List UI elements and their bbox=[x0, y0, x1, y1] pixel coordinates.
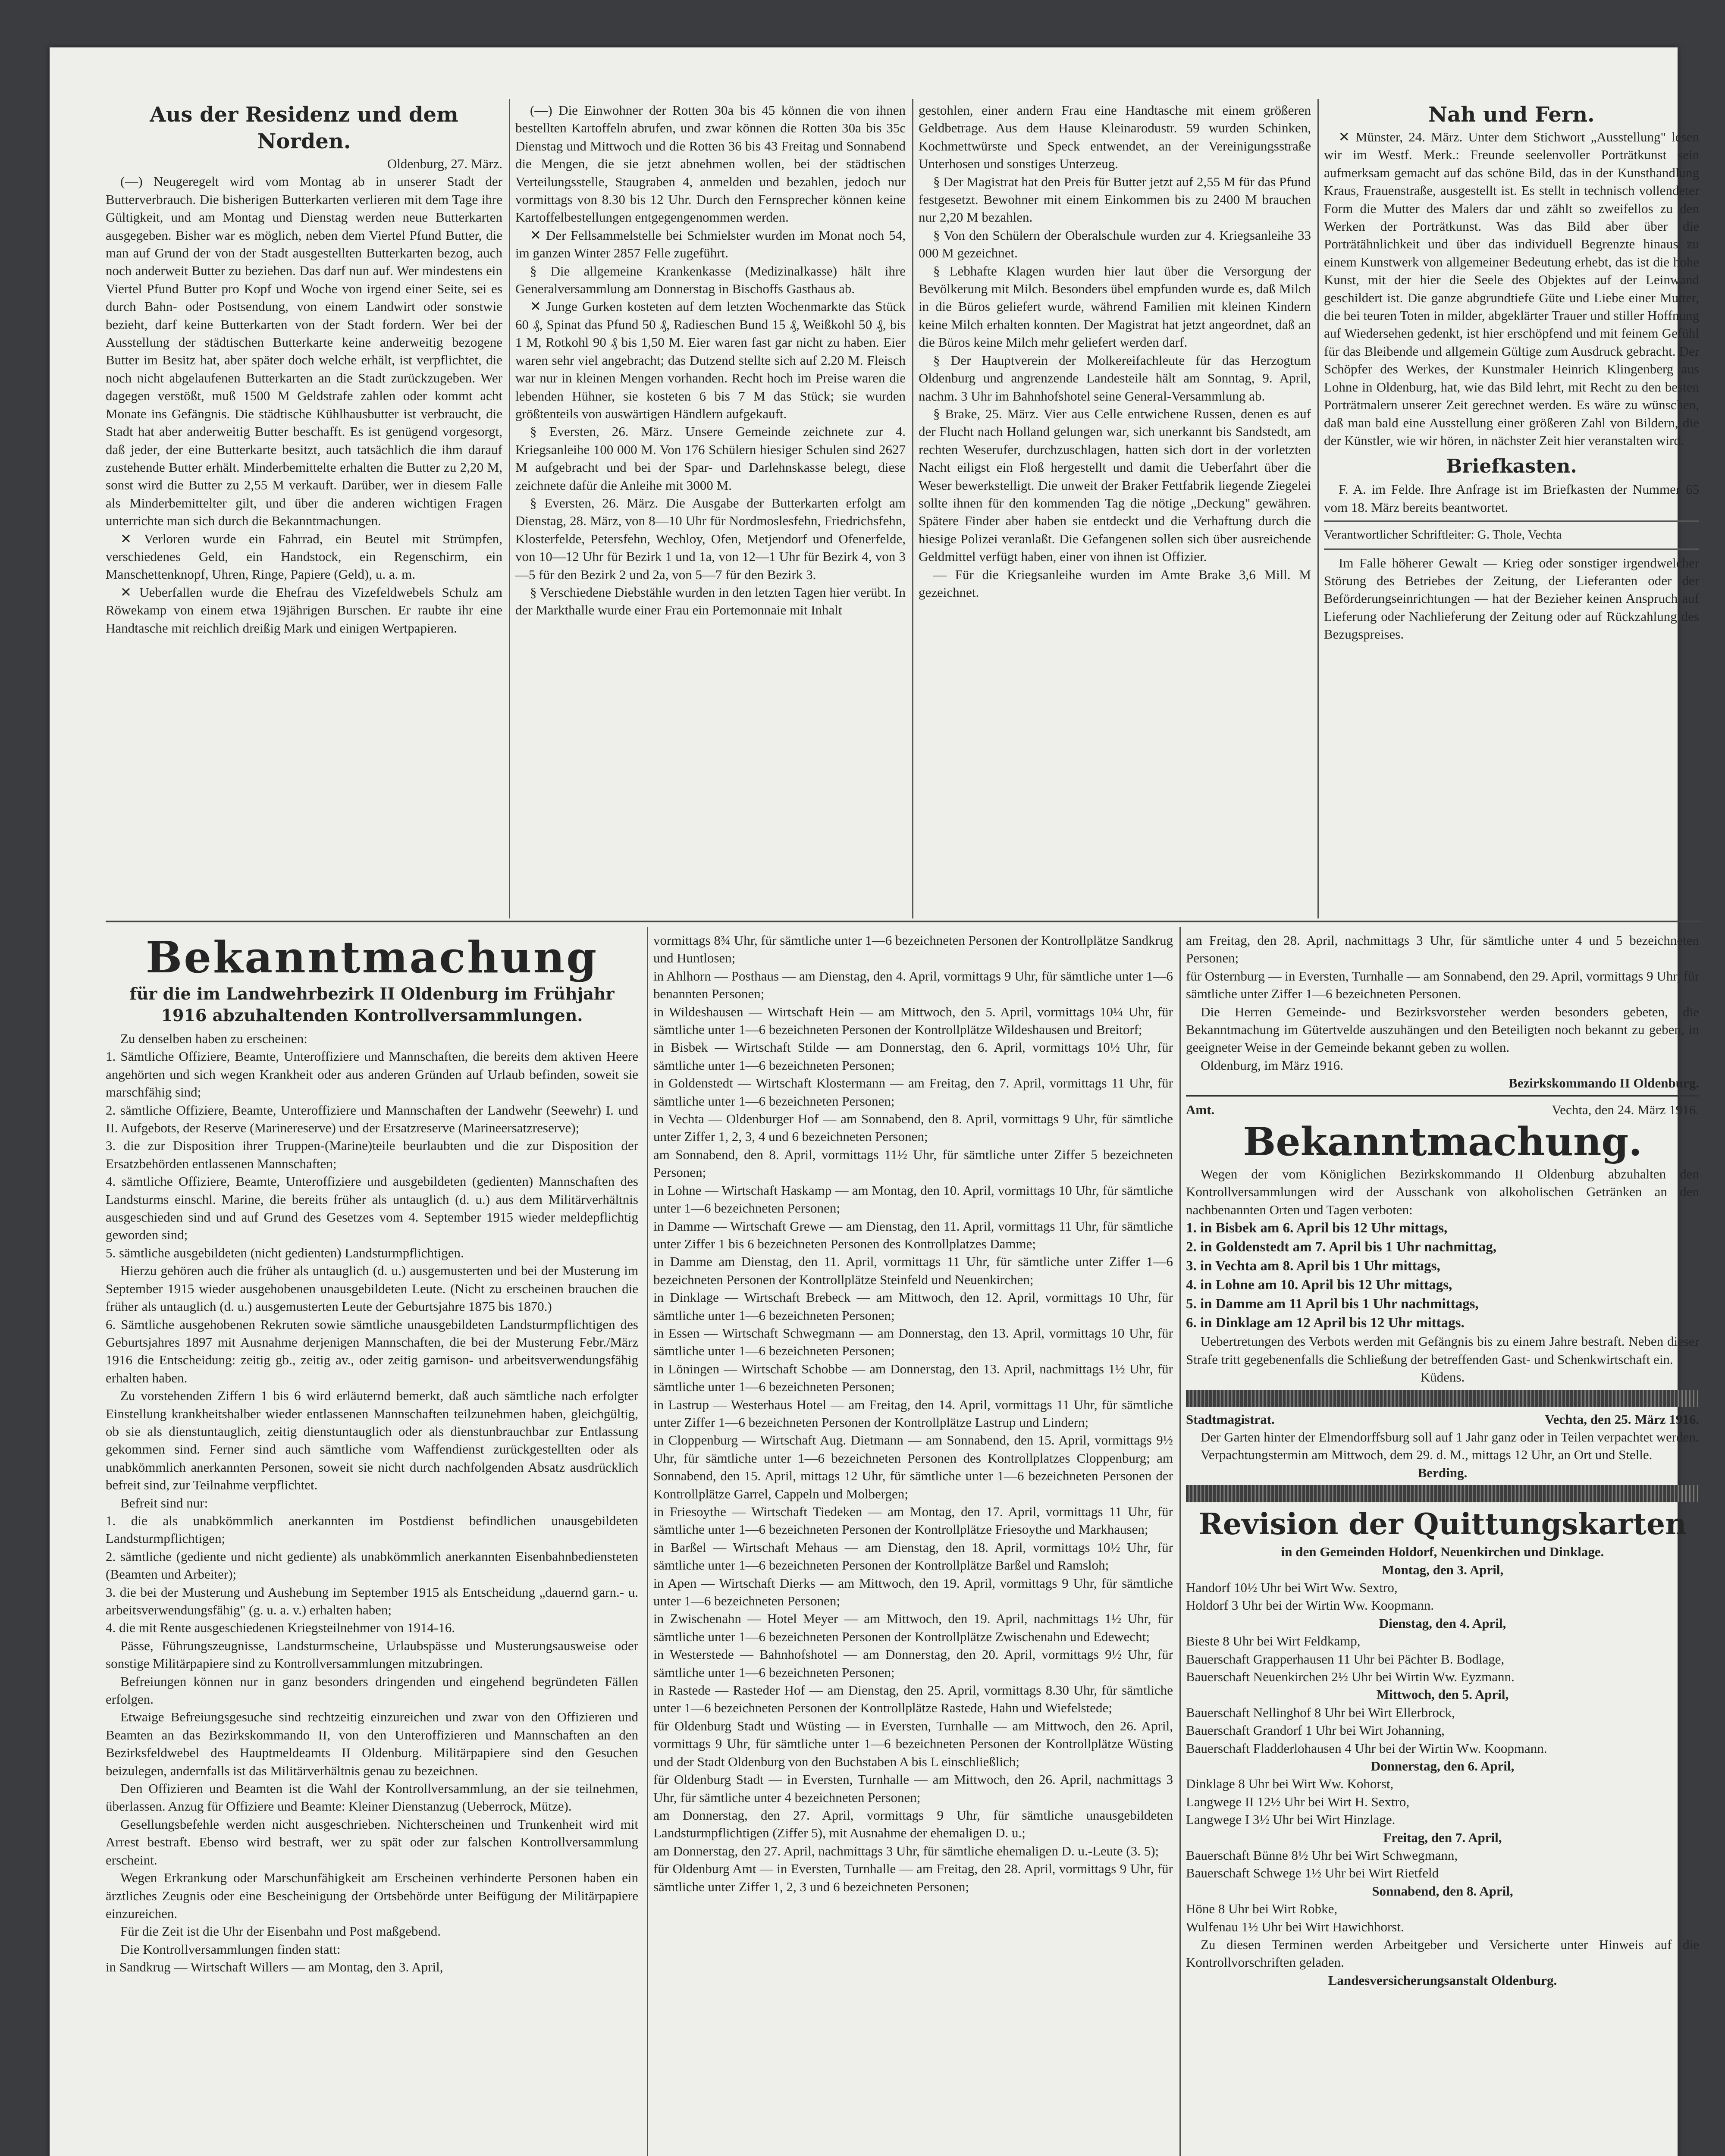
schedule-entry: am Donnerstag, den 27. April, nachmittags 3 Uhr, für sämtliche ehemaligen D. u.-Leute (3. 5); bbox=[653, 1843, 1159, 1858]
notice-signature: Bezirkskommando II Oldenburg. bbox=[1509, 1075, 1699, 1091]
schedule-entry: für Oldenburg Stadt — in Eversten, Turnhalle — am Mittwoch, den 26. April, nachmittags 3 Uhr, für sämtliche unter 4 bezeichneten Personen; bbox=[653, 1772, 1173, 1805]
quittung-line: Bauerschaft Grapperhausen 11 Uhr bei Pächter B. Bodlage, bbox=[1186, 1651, 1505, 1667]
quittung-day: Donnerstag, den 6. April, bbox=[1371, 1758, 1515, 1774]
ban-item: 6. in Dinklage am 12 April bis 12 Uhr mittags. bbox=[1186, 1315, 1465, 1331]
quittung-line: Langwege II 12½ Uhr bei Wirt H. Sextro, bbox=[1186, 1794, 1410, 1809]
notice-offiziere: Den Offizieren und Beamten ist die Wahl der Kontrollversammlung, an der sie teilnehmen, überlassen. Anzug für Offiziere und Beamte: Kleiner Dienstanzug (Ueberrock, Mütze). bbox=[106, 1781, 638, 1814]
notice-exempt: 4. die mit Rente ausgeschiedenen Kriegsteilnehmer von 1914-16. bbox=[106, 1620, 455, 1636]
schedule-entry: in Zwischenahn — Hotel Meyer — am Mittwoch, den 19. April, nachmittags 1½ Uhr, für sämtliche unter 1—6 bezeichneten Personen der Kontrollplätze Zwischenahn und Edewecht; bbox=[653, 1611, 1173, 1644]
article-market: ✕ Junge Gurken kosteten auf dem letzten Wochenmarkte das Stück 60 ₰, Spinat das Pfund 50 ₰, Radieschen Bund 15 ₰, Weißkohl 50 ₰, bis 1 M, Rotkohl 90 ₰ bis 1,50 M. Eier waren fast gar nicht zu haben. Eier waren sehr viel angebracht; das Dutzend stellte sich auf 2.20 M. Fleisch war nur in kleinen Mengen vorhanden. Recht hoch im Preise waren die lebenden Hühner, sie kosteten 6 bis 7 M das Stück; sie wurden größtenteils von auswärtigen Händlern aufgekauft. bbox=[515, 299, 906, 421]
notice-herren: Die Herren Gemeinde- und Bezirksvorsteher werden besonders gebeten, die Bekanntmachung im Gütertvelde auszuhängen und den Beteiligten noch bekannt zu geben, in geeigneter Weise in der Gemeinde bekannt geben zu wollen. bbox=[1186, 1004, 1699, 1055]
schedule-entry: in Rastede — Rasteder Hof — am Dienstag, den 25. April, vormittags 8.30 Uhr, für sämtliche unter 1—6 bezeichneten Personen der Kontrollplätze Rastede, Hahn und Wiefelstede; bbox=[653, 1683, 1173, 1716]
article-krankenkasse: § Die allgemeine Krankenkasse (Medizinalkasse) hält ihre Generalversammlung am Donnerstag in Bischoffs Gasthaus ab. bbox=[515, 263, 906, 297]
garden-right: Vechta, den 25. März 1916. bbox=[1545, 1411, 1699, 1427]
quittung-day: Freitag, den 7. April, bbox=[1383, 1830, 1502, 1845]
schedule-entry: in Essen — Wirtschaft Schwegmann — am Donnerstag, den 13. April, vormittags 10 Uhr, für sämtliche unter 1—6 bezeichneten Personen; bbox=[653, 1325, 1173, 1359]
ban-item: 4. in Lohne am 10. April bis 12 Uhr mittags, bbox=[1186, 1277, 1452, 1293]
schedule-entry: in Barßel — Wirtschaft Mehaus — am Dienstag, den 18. April, vormittags 10½ Uhr, für sämtliche unter 1—6 bezeichneten Personen der Kontrollplätze Barßel und Ramsloh; bbox=[653, 1539, 1173, 1573]
notice-hierzu: Hierzu gehören auch die früher als untauglich (d. u.) ausgemusterten und bei der Musterung im September 1915 wieder ausgehobenen unausgebildeten Leute. (Nicht zu erscheinen brauchen die früher als untauglich (d. u.) ausgemusterten Leute der Geburtsjahre 1875 bis 1870.) bbox=[106, 1263, 638, 1314]
notice-item: 1. Sämtliche Offiziere, Beamte, Unteroffiziere und Mannschaften, die bereits dem aktiven Heere angehörten und sich wegen Krankheit oder aus anderen Gründen auf Urlaub befinden, soweit sie marschfähig sind; bbox=[106, 1049, 638, 1100]
notice-etwaige: Etwaige Befreiungsgesuche sind rechtzeitig einzureichen und zwar von den Offizieren und Beamten an das Bezirkskommando II, von den Unteroffizieren und Mannschaften an den Bezirksfeldwebel des Hauptmeldeamts II Oldenburg. Militärpapiere sind den Gesuchen beizulegen, andernfalls ist das Militärverhältnis genau zu bezeichnen. bbox=[106, 1709, 638, 1778]
notice-title: Bekanntmachung bbox=[145, 932, 599, 983]
quittung-subtitle: in den Gemeinden Holdorf, Neuenkirchen und Dinklage. bbox=[1281, 1544, 1604, 1560]
ban-item: 3. in Vechta am 8. April bis 1 Uhr mittags, bbox=[1186, 1258, 1440, 1274]
garden-left: Stadtmagistrat. bbox=[1186, 1411, 1275, 1427]
divider-bar bbox=[1186, 1485, 1699, 1502]
article-butter: (—) Neugeregelt wird vom Montag ab in unserer Stadt der Butterverbrauch. Die bisherigen Butterkarten verlieren mit dem Tage ihre Gültigkeit, und am Montag und Dienstag werden neue Butterkarten ausgegeben. Bisher war es möglich, neben dem Viertel Pfund Butter, die man auf Grund der von der Stadt ausgestellten Butterkarten bezog, auch noch anderweit Butter zu beziehen. Das darf nun auf. Wer mindestens ein Viertel Pfund Butter pro Kopf und Woche von irgend einer Seite, sei es durch Bahn- oder Postsendung, von einem Landwirt oder sonstwie bezieht, darf keine Butterkarten von der Stadt fordern. Wer bei der Ausstellung der städtischen Butterkarte keine anderweitig bezogene Butter im Besitz hat, aber später doch welche erhält, ist verpflichtet, die noch nicht abgelaufenen Butterkarten an die Stadt zurückzugeben. Wer dagegen verstößt, muß 1500 M Geldstrafe zahlen oder kommt acht Monate ins Gefängnis. Die städtische Kühlhausbutter ist verbraucht, die Stadt hat aber anderweitig Butter beschafft. Es ist genügend vorgesorgt, daß jeder, der eine Butterkarte besitzt, auch tatsächlich die ihm darauf zustehende Butter erhält. Minderbemittelte erhalten die Butter zu 2,20 M, sonst wird die Butter zu 2,55 M verkauft. Darüber, wer in diesem Falle als Minderbemittelter gilt, und über die anderen wichtigen Fragen unterrichte man sich durch die Bekanntmachungen. bbox=[106, 174, 502, 529]
ban-item: 2. in Goldenstedt am 7. April bis 1 Uhr nachmittag, bbox=[1186, 1239, 1496, 1255]
quittung-line: Dinklage 8 Uhr bei Wirt Ww. Kohorst, bbox=[1186, 1776, 1394, 1792]
notice-date: Oldenburg, im März 1916. bbox=[1201, 1057, 1343, 1073]
quittung-line: Bauerschaft Neuenkirchen 2½ Uhr bei Wirtin Ww. Eyzmann. bbox=[1186, 1669, 1515, 1684]
schedule-entry: in Apen — Wirtschaft Dierks — am Mittwoch, den 19. April, vormittags 9 Uhr, für sämtliche unter 1—6 bezeichneten Personen; bbox=[653, 1575, 1173, 1609]
schedule-entry: für Oldenburg Stadt und Wüsting — in Eversten, Turnhalle — am Mittwoch, den 26. April, vormittags 9 Uhr, für sämtliche unter 1—6 bezeichneten Personen der Kontrollplätze Wüsting und der Stadt Oldenburg von den Buchstaben A bis L einschließlich; bbox=[653, 1718, 1173, 1769]
notice-item: 2. sämtliche Offiziere, Beamte, Unteroffiziere und Mannschaften der Landwehr (Seewehr) I. und II. Aufgebots, der Reserve (Marinereserve) und der Ersatzreserve (Marineersatzreserve); bbox=[106, 1102, 638, 1136]
article-milk: § Lebhafte Klagen wurden hier laut über die Versorgung der Bevölkerung mit Milch. Besonders übel empfunden wurde es, daß Milch in die Büros geliefert wurde, während Familien mit kleinen Kindern keine Milch erhalten konnten. Der Magistrat hat jetzt angeordnet, daß an die Büros keine Milch mehr geliefert werden darf. bbox=[919, 263, 1311, 350]
article-oberalschule: § Von den Schülern der Oberalschule wurden zur 4. Kriegsanleihe 33 000 M gezeichnet. bbox=[919, 227, 1311, 261]
quittung-line: Bauerschaft Fladderlohausen 4 Uhr bei der Wirtin Ww. Koopmann. bbox=[1186, 1740, 1547, 1756]
quittung-day: Sonnabend, den 8. April, bbox=[1372, 1883, 1513, 1899]
notice-sandkrug: in Sandkrug — Wirtschaft Willers — am Montag, den 3. April, bbox=[106, 1959, 443, 1975]
notice-krank: Wegen Erkrankung oder Marschunfähigkeit am Erscheinen verhinderte Personen haben ein ärztliches Zeugnis oder eine Bescheinigung der Ortsbehörde unter Beifügung der Militärpapiere einzureichen. bbox=[106, 1870, 638, 1921]
garden-termin: Verpachtungstermin am Mittwoch, dem 29. d. M., mittags 12 Uhr, an Ort und Stelle. bbox=[1201, 1447, 1653, 1463]
schedule-entry: in Lohne — Wirtschaft Haskamp — am Montag, den 10. April, vormittags 10 Uhr, für sämtliche unter 1—6 bezeichneten Personen; bbox=[653, 1182, 1173, 1216]
notice-amt: Amt. bbox=[1186, 1102, 1215, 1117]
schedule-entry: in Vechta — Oldenburger Hof — am Sonnabend, den 8. April, vormittags 9 Uhr, für sämtliche unter Ziffer 1, 2, 3, 4 und 6 bezeichneten Personen; bbox=[653, 1111, 1173, 1144]
schedule-entry: in Damme am Dienstag, den 11. April, vormittags 11 Uhr, für sämtliche unter Ziffer 1—6 bezeichneten Personen der Kontrollplätze Steinfeld und Neuenkirchen; bbox=[653, 1254, 1173, 1287]
quittung-line: Bauerschaft Nellinghof 8 Uhr bei Wirt Ellerbrock, bbox=[1186, 1705, 1455, 1720]
notice-item: 3. die zur Disposition ihrer Truppen-(Marine)teile beurlaubten und die zur Disposition der Ersatzbehörden entlassenen Mannschaften; bbox=[106, 1138, 638, 1171]
notice-zeit: Für die Zeit ist die Uhr der Eisenbahn und Post maßgebend. bbox=[120, 1924, 441, 1939]
quittung-day: Dienstag, den 4. April, bbox=[1379, 1615, 1506, 1631]
quittung-line: Handorf 10½ Uhr bei Wirt Ww. Sextro, bbox=[1186, 1579, 1398, 1595]
article-muenster: ✕ Münster, 24. März. Unter dem Stichwort „Ausstellung" lesen wir im Westf. Merk.: Freunde seelenvoller Porträtkunst sein aufmerksam gemacht auf das schöne Bild, das in der Kunsthandlung Kraus, Frauenstraße, ausgestellt ist. Es stellt in technisch vollendeter Form die Mutter des Malers dar und zählt so zweifellos zu den Werken der Porträtkunst. Was das Bild aber über die Porträtähnlichkeit und über das individuell Begrenzte hinaus zu einem Kunstwerk von allgemeiner Bedeutung erhebt, das ist die hohe Kunst, mit der hier die Seele des Objektes auf der Leinwand geschildert ist. Die ganze abgrundtiefe Güte und Liebe einer Mutter, die bei teuren Toten in milder, abgeklärter Trauer und stiller Hoffnung auf Wiedersehen gedenkt, ist hier erschöpfend und mit feinem Gefühl für das Bleibende und allgemein Gültige zum Ausdruck gebracht. Der Schöpfer des Werkes, der Kunstmaler Heinrich Klingenberg aus Lohne in Oldenburg, hat, wie das Bild lehrt, mit Recht zu den besten Porträtmalern unserer Zeit gerechnet werden. Es wäre zu wünschen, daß man bald eine Ausstellung einer größeren Zahl von Bildern, die der Künstler, wie wir hören, in nächster Zeit hier veranstalten wird. bbox=[1324, 129, 1699, 448]
notice-vechta-title: Bekanntmachung. bbox=[1243, 1119, 1642, 1165]
mailbox-text: F. A. im Felde. Ihre Anfrage ist im Briefkasten der Nummer 65 vom 18. März bereits beantwortet. bbox=[1324, 482, 1699, 515]
notice-vechta-text: Wegen der vom Königlichen Bezirkskommando II Oldenburg abzuhalten den Kontrollversammlungen wird der Ausschank von alkoholischen Getränken an den nachbenannten Orten und Tagen verboten: bbox=[1186, 1166, 1699, 1217]
notice-cont: am Freitag, den 28. April, nachmittags 3 Uhr, für sämtliche unter 4 und 5 bezeichneten Personen; bbox=[1186, 933, 1699, 966]
article-robbery: ✕ Ueberfallen wurde die Ehefrau des Vizefeldwebels Schulz am Röwekamp von einem etwa 19jährigen Burschen. Er raubte ihr eine Handtasche mit reichlich dreißig Mark und einigen Wertpapieren. bbox=[106, 584, 502, 636]
column-3 bbox=[919, 101, 1311, 601]
schedule-entry: in Ahlhorn — Posthaus — am Dienstag, den 4. April, vormittags 9 Uhr, für sämtliche unter 1—6 benannten Personen; bbox=[653, 968, 1173, 1002]
schedule-entry: in Goldenstedt — Wirtschaft Klostermann — am Freitag, den 7. April, vormittags 11 Uhr, für sämtliche unter 1—6 bezeichneten Personen; bbox=[653, 1075, 1173, 1109]
article-brake: § Brake, 25. März. Vier aus Celle entwichene Russen, denen es auf der Flucht nach Holland gelungen war, sich unerkannt bis Sandstedt, am rechten Weserufer, durchzuschlagen, hatten sich dort in der vorletzten Nacht eiligst ein Floß hergestellt und damit die Ueberfahrt über die Weser bewerkstelligt. Die unweit der Braker Fettfabrik liegende Ziegelei sollte ihnen für den kommenden Tag die nötige „Deckung" gewähren. Spätere Finder aber haben sie entdeckt und die Verhaftung durch die hiesige Polizei veranlaßt. Die Gefangenen sollen sich über ausreichende Geldmittel verfügt haben, einer von ihnen ist Offizier. bbox=[919, 406, 1311, 564]
article-potatoes: (—) Die Einwohner der Rotten 30a bis 45 können die von ihnen bestellten Kartoffeln abrufen, und zwar können die Rotten 30a bis 35c Dienstag und Mittwoch und die Rotten 36 bis 43 Freitag und Sonnabend die Mengen, die sie jetzt abnehmen wollen, bei der städtischen Verteilungsstelle, Staugraben 4, anmelden und bezahlen, jedoch nur vormittags von 8.30 bis 12 Uhr. Durch den Fernsprecher können keine Kartoffelbestellungen entgegengenommen werden. bbox=[515, 103, 906, 225]
divider-bar bbox=[1186, 1390, 1699, 1407]
quittung-line: Höne 8 Uhr bei Wirt Robke, bbox=[1186, 1901, 1338, 1917]
quittung-line: Wulfenau 1½ Uhr bei Wirt Hawichhorst. bbox=[1186, 1919, 1404, 1934]
notice-exempt: 2. sämtliche (gediente und nicht gediente) als unabkömmlich anerkannten Eisenbahnbediensteten (Beamten und Arbeiter); bbox=[106, 1548, 638, 1582]
quittung-closing: Zu diesen Terminen werden Arbeitgeber und Versicherte unter Hinweis auf die Kontrollvorschriften geladen. bbox=[1186, 1937, 1699, 1970]
dateline: Oldenburg, 27. März. bbox=[387, 156, 502, 171]
article-kriegsanleihe: — Für die Kriegsanleihe wurden im Amte Brake 3,6 Mill. M gezeichnet. bbox=[919, 567, 1311, 600]
force-majeure: Im Falle höherer Gewalt — Krieg oder sonstiger irgendwelcher Störung des Betriebes der Zeitung, der Lieferanten oder der Beförderungseinrichtungen — hat der Bezieher keinen Anspruch auf Lieferung oder Nachlieferung der Zeitung oder auf Rückzahlung des Bezugspreises. bbox=[1324, 555, 1699, 642]
notice-item: 5. sämtliche ausgebildeten (nicht gedienten) Landsturmpflichtigen. bbox=[106, 1245, 464, 1260]
notice-exempt: 3. die bei der Musterung und Aushebung im September 1915 als Entscheidung „dauernd garn.- u. arbeitsverwendungsfähig" (g. u. a. v.) erhalten haben; bbox=[106, 1584, 638, 1617]
schedule-entry: in Lastrup — Westerhaus Hotel — am Freitag, den 14. April, vormittags 11 Uhr, für sämtliche unter Ziffer 1—6 bezeichneten Personen der Kontrollplätze Lastrup und Lindern; bbox=[653, 1397, 1173, 1430]
quittung-line: Bauerschaft Grandorf 1 Uhr bei Wirt Johanning, bbox=[1186, 1723, 1445, 1738]
quittung-line: Bauerschaft Bünne 8½ Uhr bei Wirt Schwegmann, bbox=[1186, 1848, 1458, 1863]
section-heading: Nah und Fern. bbox=[1428, 103, 1595, 127]
quittung-signature: Landesversicherungsanstalt Oldenburg. bbox=[1328, 1972, 1557, 1988]
ban-signature: Küdens. bbox=[1420, 1369, 1465, 1385]
schedule-entry: am Sonnabend, den 8. April, vormittags 11½ Uhr, für sämtliche unter Ziffer 5 bezeichneten Personen; bbox=[653, 1147, 1173, 1180]
schedule-entry: in Westerstede — Bahnhofshotel — am Donnerstag, den 20. April, vormittags 9½ Uhr, für sämtliche unter 1—6 bezeichneten Personen; bbox=[653, 1647, 1173, 1680]
notice-osternburg: für Osternburg — in Eversten, Turnhalle — am Sonnabend, den 29. April, vormittags 9 Uhr, für sämtliche unter Ziffer 1—6 bezeichneten Personen. bbox=[1186, 968, 1699, 1002]
notice-item: 4. sämtliche Offiziere, Beamte, Unteroffiziere und ausgebildeten (gedienten) Mannschaften des Landsturms einschl. Marine, die bereits früher als untauglich (d. u.) aus dem Militärverhältnis ausgeschieden sind und auf Grund des Gesetzes vom 4. September 1915 wieder meldepflichtig geworden sind; bbox=[106, 1174, 638, 1243]
notice-place-date: Vechta, den 24. März 1916. bbox=[1552, 1102, 1699, 1117]
schedule-entry: in Bisbek — Wirtschaft Stilde — am Donnerstag, den 6. April, vormittags 10½ Uhr, für sämtliche unter 1—6 bezeichneten Personen; bbox=[653, 1040, 1173, 1073]
quittung-line: Bieste 8 Uhr bei Wirt Feldkamp, bbox=[1186, 1633, 1361, 1649]
schedule-entry: in Löningen — Wirtschaft Schobbe — am Donnerstag, den 13. April, nachmittags 1½ Uhr, für sämtliche unter 1—6 bezeichneten Personen; bbox=[653, 1361, 1173, 1395]
column-rule bbox=[912, 99, 913, 918]
quittung-line: Holdorf 3 Uhr bei der Wirtin Ww. Koopmann. bbox=[1186, 1598, 1434, 1613]
article-magistrat: § Der Magistrat hat den Preis für Butter jetzt auf 2,55 M für das Pfund festgesetzt. Bewohner mit einem Einkommen bis zu 2400 M brauchen nur 2,20 M bezahlen. bbox=[919, 174, 1311, 225]
notice-befreiung: Befreiungen können nur in ganz besonders dringenden und eingehend begründeten Fällen erfolgen. bbox=[106, 1673, 638, 1707]
notice-intro: Zu denselben haben zu erscheinen: bbox=[120, 1031, 307, 1046]
article-lost: ✕ Verloren wurde ein Fahrrad, ein Beutel mit Strümpfen, verschiedenes Geld, ein Handstock, ein Regenschirm, ein Manschettenknopf, Uhren, Ringe, Papiere (Geld), u. a. m. bbox=[106, 531, 502, 582]
article-furs: ✕ Der Fellsammelstelle bei Schmielster wurden im Monat noch 54, im ganzen Winter 2857 Felle zugeführt. bbox=[515, 227, 906, 261]
column-rule bbox=[647, 927, 648, 2156]
section-rule bbox=[106, 921, 1701, 922]
notice-garden bbox=[1186, 1410, 1699, 1482]
schedule-entry: für Oldenburg Amt — in Eversten, Turnhalle — am Freitag, den 28. April, vormittags 9 Uhr, für sämtliche unter Ziffer 1, 2, 3 und 6 bezeichneten Personen; bbox=[653, 1861, 1173, 1894]
notice-paesse: Pässe, Führungszeugnisse, Landsturmscheine, Urlaubspässe und Musterungsausweise oder sonstige Militärpapiere sind zu Kontrollversammlungen mitzubringen. bbox=[106, 1638, 638, 1671]
column-2 bbox=[515, 101, 906, 619]
editor-line: Verantwortlicher Schriftleiter: G. Thole, Vechta bbox=[1324, 528, 1562, 542]
notice-subtitle: für die im Landwehrbezirk II Oldenburg im Frühjahr 1916 abzuhaltenden Kontrollversammlungen. bbox=[129, 984, 615, 1025]
schedule-entry: in Wildeshausen — Wirtschaft Hein — am Mittwoch, den 5. April, vormittags 10¼ Uhr, für sämtliche unter 1—6 bezeichneten Personen der Kontrollplätze Wildeshausen und Breitorf; bbox=[653, 1004, 1173, 1037]
quittung-day: Mittwoch, den 5. April, bbox=[1376, 1687, 1509, 1702]
article-molkerei: § Der Hauptverein der Molkereifachleute für das Herzogtum Oldenburg und angrenzende Landesteile hält am Sonntag, 9. April, nachm. 3 Uhr im Bahnhofshotel seine General-Versammlung ab. bbox=[919, 352, 1311, 404]
column-1 bbox=[106, 101, 502, 637]
column-4 bbox=[1324, 101, 1699, 643]
ban-item: 5. in Damme am 11 April bis 1 Uhr nachmittags, bbox=[1186, 1296, 1479, 1312]
column-rule bbox=[509, 99, 510, 918]
article-eversten-1: § Eversten, 26. März. Unsere Gemeinde zeichnete zur 4. Kriegsanleihe 100 000 M. Von 176 Schülern hiesiger Schulen sind 2627 M aufgebracht und bei der Spar- und Darlehnskasse belegt, diese zeichnete dafür die Anleihe mit 3000 M. bbox=[515, 424, 906, 493]
article-thefts: § Verschiedene Diebstähle wurden in den letzten Tagen hier verübt. In der Markthalle wurde einer Frau ein Portemonnaie mit Inhalt bbox=[515, 584, 906, 618]
notice-schedule bbox=[653, 931, 1173, 1896]
article-eversten-2: § Eversten, 26. März. Die Ausgabe der Butterkarten erfolgt am Dienstag, 28. März, von 8—10 Uhr für Nordmoslesfehn, Friedrichsfehn, Klosterfelde, Petersfehn, Wechloy, Ofen, Metjendorf und Ofenerfelde, von 10—12 Uhr für Bezirk 1 und 1a, von 12—1 Uhr für Bezirk 4, von 3—5 für den Bezirk 2 und 2a, von 5—7 für den Bezirk 3. bbox=[515, 495, 906, 582]
ban-warning: Uebertretungen des Verbots werden mit Gefängnis bis zu einem Jahre bestraft. Neben dieser Strafe tritt gegebenenfalls die Schließung der betreffenden Gast- und Schenkwirtschaft ein. bbox=[1186, 1334, 1699, 1367]
notice-gesellschaft: Gesellungsbefehle werden nicht ausgeschrieben. Nichterscheinen und Trunkenheit wird mit Arrest bestraft. Ebenso wird bestraft, wer zu spät oder zur falschen Kontrollversammlung erscheint. bbox=[106, 1816, 638, 1868]
notice-vechta bbox=[1186, 1101, 1699, 1386]
section-heading: Aus der Residenz und dem Norden. bbox=[150, 103, 458, 154]
notice-item: 6. Sämtliche ausgehobenen Rekruten sowie sämtliche unausgebildeten Landsturmpflichtigen des Geburtsjahres 1897 mit Ausnahme derjenigen Mannschaften, die bei der Musterung Febr./März 1916 die Entscheidung: zeitig gb., zeitig av., oder zeitig garnison- und arbeitsverwendungsfähig erhalten haben. bbox=[106, 1316, 638, 1385]
article-thefts-cont: gestohlen, einer andern Frau eine Handtasche mit einem größeren Geldbetrage. Aus dem Hause Kleinarodustr. 59 wurden Schinken, Kochmettwürste und Speck entwendet, an der Vereinigungsstraße Unterhosen und sonstiges Unterzeug. bbox=[919, 103, 1311, 172]
quittung-title: Revision der Quittungskarten bbox=[1198, 1507, 1687, 1542]
right-column-bottom bbox=[1186, 931, 1699, 1989]
quittung-day: Montag, den 3. April, bbox=[1381, 1562, 1504, 1577]
column-rule bbox=[1317, 99, 1319, 918]
schedule-entry: am Donnerstag, den 27. April, vormittags 9 Uhr, für sämtliche unausgebildeten Landsturmpflichtigen (Ziffer 5), mit Ausnahme der ehemaligen D. u.; bbox=[653, 1807, 1173, 1841]
schedule-entry: in Dinklage — Wirtschaft Brebeck — am Mittwoch, den 12. April, vormittags 10 Uhr, für sämtliche unter 1—6 bezeichneten Personen; bbox=[653, 1290, 1173, 1323]
garden-signature: Berding. bbox=[1418, 1465, 1468, 1480]
notice-finden: Die Kontrollversammlungen finden statt: bbox=[120, 1941, 341, 1957]
ban-item: 1. in Bisbek am 6. April bis 12 Uhr mittags, bbox=[1186, 1220, 1448, 1236]
notice-ziffer: Zu vorstehenden Ziffern 1 bis 6 wird erläuternd bemerkt, daß auch sämtliche nach erfolgter Einstellung krankheitshalber wieder entlassenen Mannschaften teilzunehmen haben, gleichgültig, ob sie als dienstuntauglich, zeitig dienstuntauglich oder als dienstunbrauchbar zur Entlassung gekommen sind. Ferner sind auch sämtliche vom Waffendienst zurückgestellten oder als unabkömmlich anerkannten Personen, soweit sie nicht durch nachfolgenden Absatz ausdrücklich befreit sind, zur Teilnahme verpflichtet. bbox=[106, 1388, 638, 1493]
notice-kontrollversammlungen bbox=[106, 931, 638, 1976]
mailbox-heading: Briefkasten. bbox=[1446, 455, 1577, 478]
garden-text: Der Garten hinter der Elmendorffsburg soll auf 1 Jahr ganz oder in Teilen verpachtet werden. bbox=[1201, 1429, 1699, 1445]
column-rule bbox=[1179, 927, 1181, 2156]
quittung-line: Langwege I 3½ Uhr bei Wirt Hinzlage. bbox=[1186, 1812, 1396, 1827]
schedule-entry: vormittags 8¾ Uhr, für sämtliche unter 1—6 bezeichneten Personen der Kontrollplätze Sandkrug und Huntlosen; bbox=[653, 933, 1173, 966]
schedule-entry: in Friesoythe — Wirtschaft Tiedeken — am Montag, den 17. April, vormittags 11 Uhr, für sämtliche unter 1—6 bezeichneten Personen der Kontrollplätze Friesoythe und Markhausen; bbox=[653, 1504, 1173, 1537]
notice-quittungskarten bbox=[1186, 1506, 1699, 1989]
notice-exempt: 1. die als unabkömmlich anerkannten im Postdienst befindlichen unausgebildeten Landsturmpflichtigen; bbox=[106, 1513, 638, 1546]
schedule-entry: in Damme — Wirtschaft Grewe — am Dienstag, den 11. April, vormittags 11 Uhr, für sämtliche unter Ziffer 1 bis 6 bezeichneten Personen des Kontrollplatzes Damme; bbox=[653, 1218, 1173, 1251]
quittung-line: Bauerschaft Schwege 1½ Uhr bei Wirt Rietfeld bbox=[1186, 1865, 1439, 1881]
schedule-entry: in Cloppenburg — Wirtschaft Aug. Dietmann — am Sonnabend, den 15. April, vormittags 9½ Uhr, für sämtliche unter 1—6 bezeichneten Personen des Kontrollplatzes Cloppenburg; am Sonnabend, den 15. April, mittags 12 Uhr, für sämtliche unter 1—6 bezeichneten Personen der Kontrollplätze Garrel, Cappeln und Molbergen; bbox=[653, 1432, 1173, 1501]
notice-befreit: Befreit sind nur: bbox=[120, 1495, 208, 1510]
